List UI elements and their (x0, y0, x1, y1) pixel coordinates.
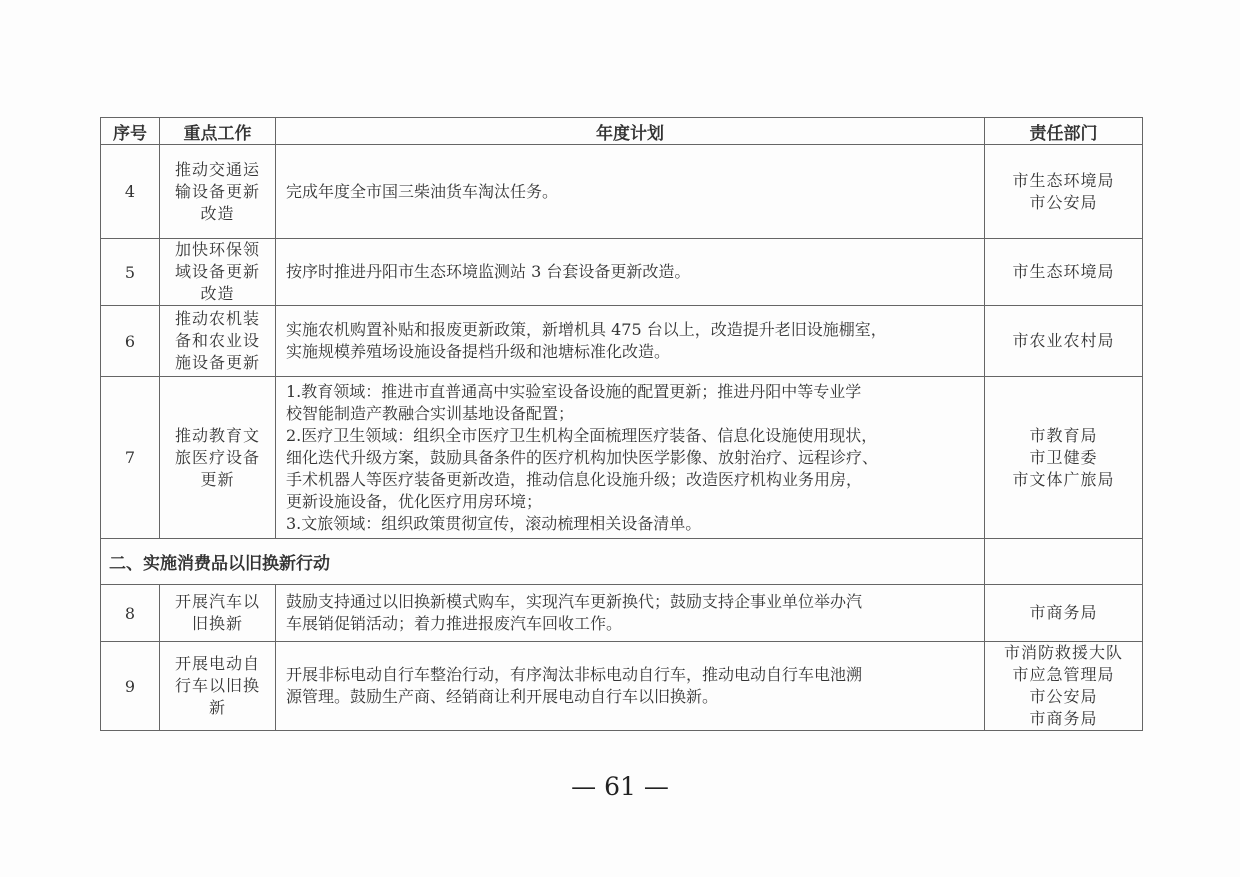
row-num: 8 (101, 585, 160, 642)
dept-line: 市卫健委 (1029, 447, 1098, 467)
plan-line: 手术机器人等医疗装备更新改造，推动信息化设施升级；改造医疗机构业务用房， (286, 469, 863, 489)
row-plan (276, 145, 985, 239)
table-row (101, 306, 1143, 377)
table-row (101, 642, 1143, 731)
dept-line: 市文体广旅局 (1012, 469, 1115, 489)
header-plan: 年度计划 (276, 118, 985, 145)
row-plan (276, 239, 985, 306)
plan-line: 实施农机购置补贴和报废更新政策，新增机具 475 台以上，改造提升老旧设施棚室， (286, 320, 887, 339)
task-line: 推动交通运 (174, 159, 260, 179)
row-dept (985, 306, 1143, 377)
dept-line: 市生态环境局 (1012, 170, 1115, 190)
row-plan (276, 642, 985, 731)
plan-line: 实施规模养殖场设施设备提档升级和池塘标准化改造。 (286, 342, 671, 361)
row-plan (276, 377, 985, 539)
plan-line: 校智能制造产教融合实训基地设备配置； (286, 403, 575, 423)
plan-line: 开展非标电动自行车整治行动，有序淘汰非标电动自行车，推动电动自行车电池溯 (286, 665, 863, 684)
row-num: 7 (101, 377, 160, 539)
table-row (101, 239, 1143, 306)
row-task (160, 377, 276, 539)
task-line: 备和农业设 (174, 331, 260, 350)
row-dept (985, 145, 1143, 239)
plan-line: 1.教育领域：推进市直普通高中实验室设备设施的配置更新；推进丹阳中等专业学 (286, 381, 862, 401)
row-plan (276, 585, 985, 642)
section-dept-empty (985, 539, 1143, 585)
task-line: 施设备更新 (174, 353, 260, 372)
row-dept (985, 239, 1143, 306)
task-line: 域设备更新 (174, 262, 260, 281)
task-line: 开展汽车以 (174, 592, 260, 611)
row-num: 6 (101, 306, 160, 377)
task-line: 开展电动自 (174, 654, 260, 673)
dept-line: 市公安局 (1029, 192, 1098, 212)
table-row (101, 145, 1143, 239)
plan-line: 源管理。鼓励生产商、经销商让利开展电动自行车以旧换新。 (286, 687, 719, 706)
dept-line: 市公安局 (1029, 687, 1098, 706)
row-task (160, 585, 276, 642)
task-line: 行车以旧换 (174, 676, 260, 695)
plan-line: 细化迭代升级方案，鼓励具备条件的医疗机构加快医学影像、放射治疗、远程诊疗、 (286, 447, 879, 467)
dept-line: 市商务局 (1029, 709, 1098, 728)
task-line: 改造 (200, 203, 235, 223)
dept-line: 市生态环境局 (1012, 262, 1115, 281)
table-row (101, 377, 1143, 539)
plan-line: 2.医疗卫生领域：组织全市医疗卫生机构全面梳理医疗装备、信息化设施使用现状， (286, 425, 878, 445)
task-line: 推动农机装 (174, 309, 260, 328)
task-line: 推动教育文 (174, 425, 260, 445)
plan-line: 3.文旅领域：组织政策贯彻宣传，滚动梳理相关设备清单。 (286, 513, 702, 533)
task-line: 改造 (200, 284, 235, 303)
plan-line: 按序时推进丹阳市生态环境监测站 3 台套设备更新改造。 (286, 262, 691, 281)
plan-line: 完成年度全市国三柴油货车淘汰任务。 (286, 181, 559, 201)
header-num: 序号 (101, 118, 160, 145)
row-num: 4 (101, 145, 160, 239)
row-num: 9 (101, 642, 160, 731)
plan-line: 更新设施设备，优化医疗用房环境； (286, 491, 543, 511)
plan-table (100, 117, 1143, 731)
row-task (160, 306, 276, 377)
row-num: 5 (101, 239, 160, 306)
section-row (101, 539, 1143, 585)
header-task: 重点工作 (160, 118, 276, 145)
table-header-row (101, 118, 1143, 145)
dept-line: 市消防救援大队 (1003, 643, 1123, 662)
table-row (101, 585, 1143, 642)
dept-line: 市应急管理局 (1012, 665, 1115, 684)
row-task (160, 239, 276, 306)
dept-line: 市农业农村局 (1012, 331, 1115, 350)
task-line: 更新 (200, 469, 235, 489)
header-dept: 责任部门 (985, 118, 1143, 145)
task-line: 输设备更新 (174, 181, 260, 201)
task-line: 旧换新 (191, 614, 243, 633)
row-task (160, 145, 276, 239)
row-dept (985, 585, 1143, 642)
task-line: 加快环保领 (174, 240, 260, 259)
row-dept (985, 642, 1143, 731)
dept-line: 市教育局 (1029, 425, 1098, 445)
plan-line: 鼓励支持通过以旧换新模式购车，实现汽车更新换代；鼓励支持企事业单位举办汽 (286, 592, 863, 611)
task-line: 新 (208, 698, 226, 717)
row-task (160, 642, 276, 731)
row-plan (276, 306, 985, 377)
section-title: 二、实施消费品以旧换新行动 (101, 539, 985, 585)
page-number: — 61 — (571, 772, 669, 801)
task-line: 旅医疗设备 (174, 447, 260, 467)
plan-line: 车展销促销活动；着力推进报废汽车回收工作。 (286, 614, 623, 633)
dept-line: 市商务局 (1029, 603, 1098, 622)
row-dept (985, 377, 1143, 539)
